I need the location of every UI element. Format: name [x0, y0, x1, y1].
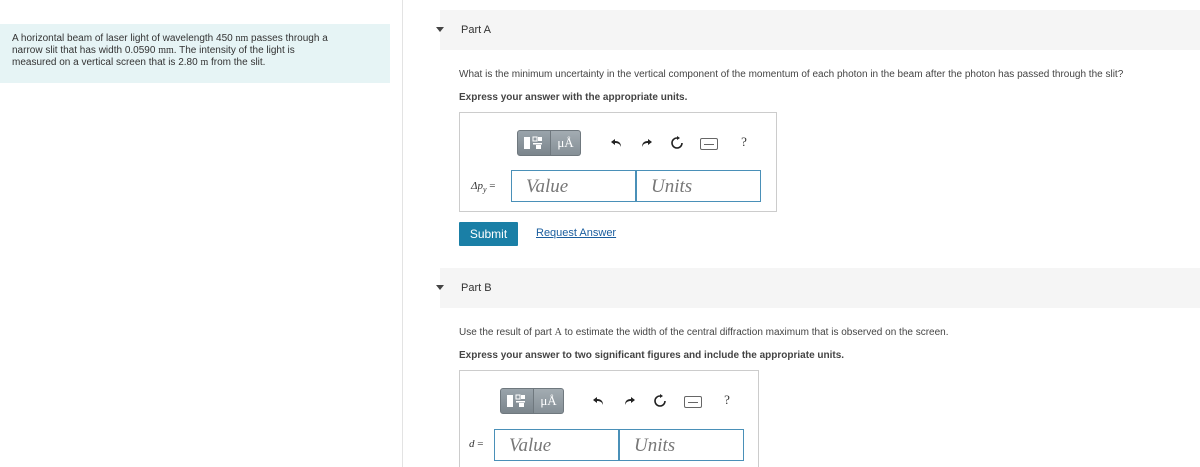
part-b-header-background: [440, 268, 1200, 308]
help-icon[interactable]: ?: [741, 134, 747, 149]
part-a-header[interactable]: [420, 10, 1200, 50]
part-a-header-background: [440, 10, 1200, 50]
templates-icon[interactable]: [517, 130, 551, 156]
reset-icon[interactable]: [652, 393, 668, 409]
redo-icon[interactable]: [638, 135, 654, 151]
part-b-header[interactable]: [420, 268, 1200, 308]
keyboard-icon[interactable]: [700, 138, 718, 150]
part-a-question: What is the minimum uncertainty in the vertical component of the momentum of each photon in the beam after the photon has passed through the slit?: [459, 69, 1124, 80]
column-divider: [402, 0, 403, 467]
part-b-instruction: Express your answer to two significant figures and include the appropriate units.: [459, 350, 845, 361]
problem-statement: [0, 24, 390, 83]
collapse-triangle-icon[interactable]: [436, 27, 444, 32]
help-icon[interactable]: ?: [724, 392, 730, 407]
d-label: d =: [469, 438, 484, 450]
value-input[interactable]: Value: [511, 170, 636, 202]
collapse-triangle-icon[interactable]: [436, 285, 444, 290]
delta-py-label: $\Delta p_y$ =: [471, 180, 496, 195]
part-a-instruction: Express your answer with the appropriate units.: [459, 92, 688, 103]
problem-line-3: measured on a vertical screen that is 2.80 m from the slit.: [12, 57, 266, 68]
part-b-question: Use the result of part A to estimate the width of the central diffraction maximum that is observed on the screen.: [459, 327, 949, 338]
undo-icon[interactable]: [591, 393, 607, 409]
submit-button[interactable]: Submit: [459, 222, 518, 246]
units-input[interactable]: Units: [636, 170, 761, 202]
templates-icon[interactable]: [500, 388, 534, 414]
units-icon[interactable]: μÅ: [534, 388, 564, 414]
part-a-title: Part A: [461, 24, 491, 36]
templates-glyph: [523, 135, 545, 151]
units-icon[interactable]: μÅ: [551, 130, 581, 156]
value-input[interactable]: Value: [494, 429, 619, 461]
units-input[interactable]: Units: [619, 429, 744, 461]
part-b-title: Part B: [461, 282, 492, 294]
reset-icon[interactable]: [669, 135, 685, 151]
problem-line-1: A horizontal beam of laser light of wavelength 450 nm passes through a: [12, 33, 328, 44]
templates-glyph: [506, 393, 528, 409]
request-answer-link[interactable]: Request Answer: [536, 227, 617, 239]
keyboard-icon[interactable]: [684, 396, 702, 408]
undo-icon[interactable]: [609, 135, 625, 151]
problem-line-2: narrow slit that has width 0.0590 mm. The intensity of the light is: [12, 45, 295, 56]
part-a-answer-box: [459, 112, 777, 212]
redo-icon[interactable]: [621, 393, 637, 409]
part-b-answer-box: [459, 370, 759, 467]
